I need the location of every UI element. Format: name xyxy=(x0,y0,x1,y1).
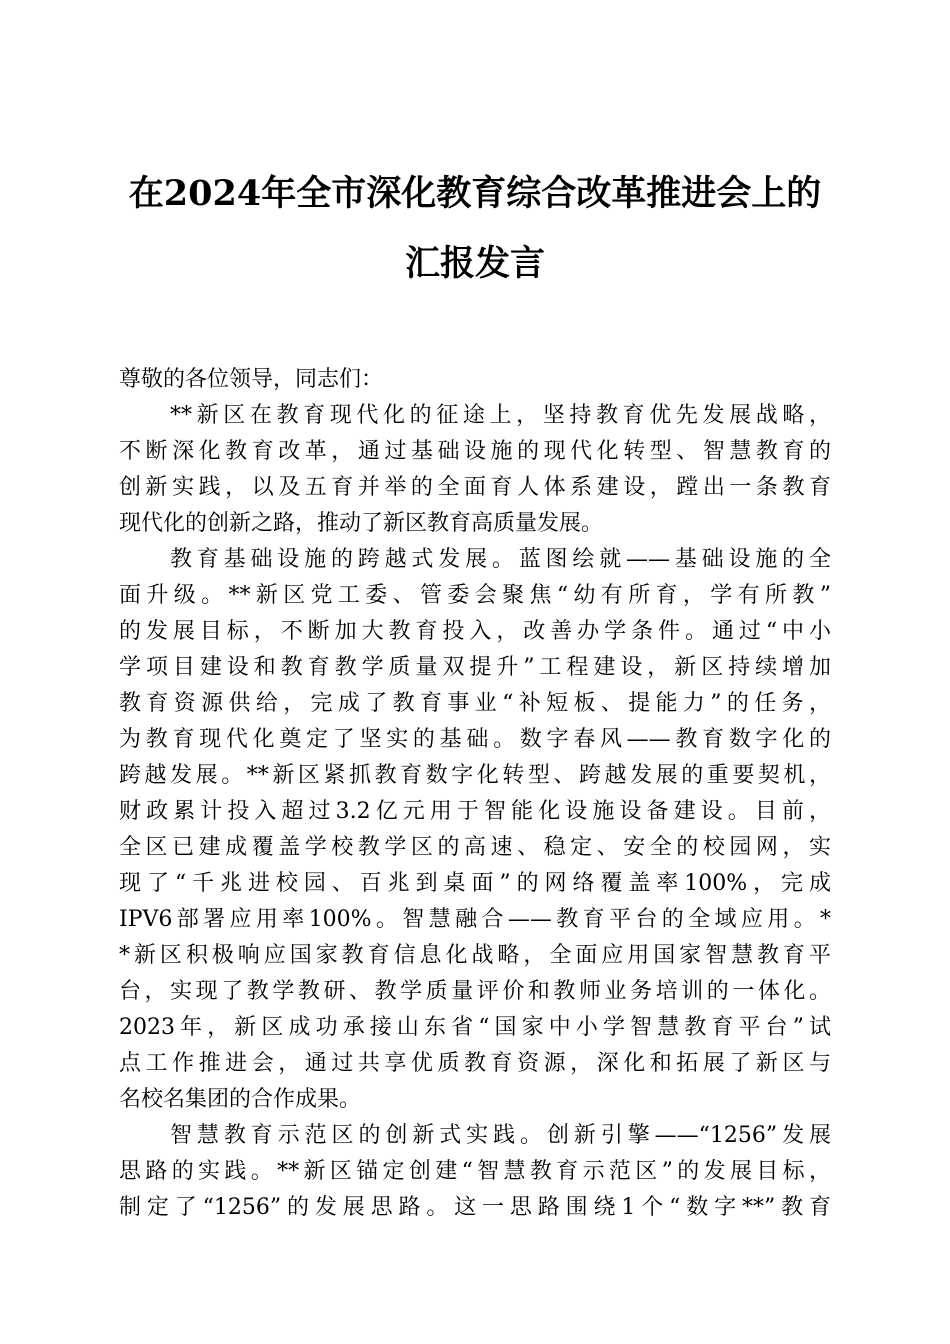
body-line: 教育资源供给，完成了教育事业“补短板、提能力”的任务， xyxy=(119,691,831,716)
body-line: 现代化的创新之路，推动了新区教育高质量发展。 xyxy=(119,511,604,536)
body-line: 2023年，新区成功承接山东省“国家中小学智慧教育平台”试 xyxy=(119,1015,831,1040)
body-line: 台，实现了教学教研、教学质量评价和教师业务培训的一体化。 xyxy=(119,979,831,1004)
body-line: 制定了“1256”的发展思路。这一思路围绕1个“数字**”教育 xyxy=(119,1195,831,1220)
body-line: *新区积极响应国家教育信息化战略，全面应用国家智慧教育平 xyxy=(119,943,831,968)
salutation: 尊敬的各位领导，同志们： xyxy=(119,367,384,392)
body-line: 全区已建成覆盖学校教学区的高速、稳定、安全的校园网，实 xyxy=(119,835,831,860)
body-line: 现了“千兆进校园、百兆到桌面”的网络覆盖率100%，完成 xyxy=(119,871,831,896)
body-line: 不断深化教育改革，通过基础设施的现代化转型、智慧教育的 xyxy=(119,439,831,464)
body-line: 点工作推进会，通过共享优质教育资源，深化和拓展了新区与 xyxy=(119,1051,831,1076)
document-title-line-2: 汇报发言 xyxy=(404,243,545,284)
body-line: 智慧教育示范区的创新式实践。创新引擎——“1256”发展 xyxy=(170,1123,831,1148)
body-line: 面升级。**新区党工委、管委会聚焦“幼有所育，学有所教” xyxy=(119,583,831,608)
body-line: 学项目建设和教育教学质量双提升”工程建设，新区持续增加 xyxy=(119,655,831,680)
document-body xyxy=(119,362,831,1226)
body-line: 教育基础设施的跨越式发展。蓝图绘就——基础设施的全 xyxy=(170,547,831,572)
body-line: 跨越发展。**新区紧抓教育数字化转型、跨越发展的重要契机， xyxy=(119,763,831,788)
body-line: 思路的实践。**新区锚定创建“智慧教育示范区”的发展目标， xyxy=(119,1159,831,1184)
body-line: IPV6部署应用率100%。智慧融合——教育平台的全域应用。* xyxy=(119,907,831,932)
body-line: 为教育现代化奠定了坚实的基础。数字春风——教育数字化的 xyxy=(119,727,831,752)
body-line: 名校名集团的合作成果。 xyxy=(119,1087,362,1112)
body-line: **新区在教育现代化的征途上，坚持教育优先发展战略， xyxy=(170,403,831,428)
body-line: 的发展目标，不断加大教育投入，改善办学条件。通过“中小 xyxy=(119,619,831,644)
body-line: 创新实践，以及五育并举的全面育人体系建设，蹚出一条教育 xyxy=(119,475,831,500)
document-title-line-1: 在2024年全市深化教育综合改革推进会上的 xyxy=(128,173,822,214)
body-line: 财政累计投入超过3.2亿元用于智能化设施设备建设。目前， xyxy=(119,799,831,824)
